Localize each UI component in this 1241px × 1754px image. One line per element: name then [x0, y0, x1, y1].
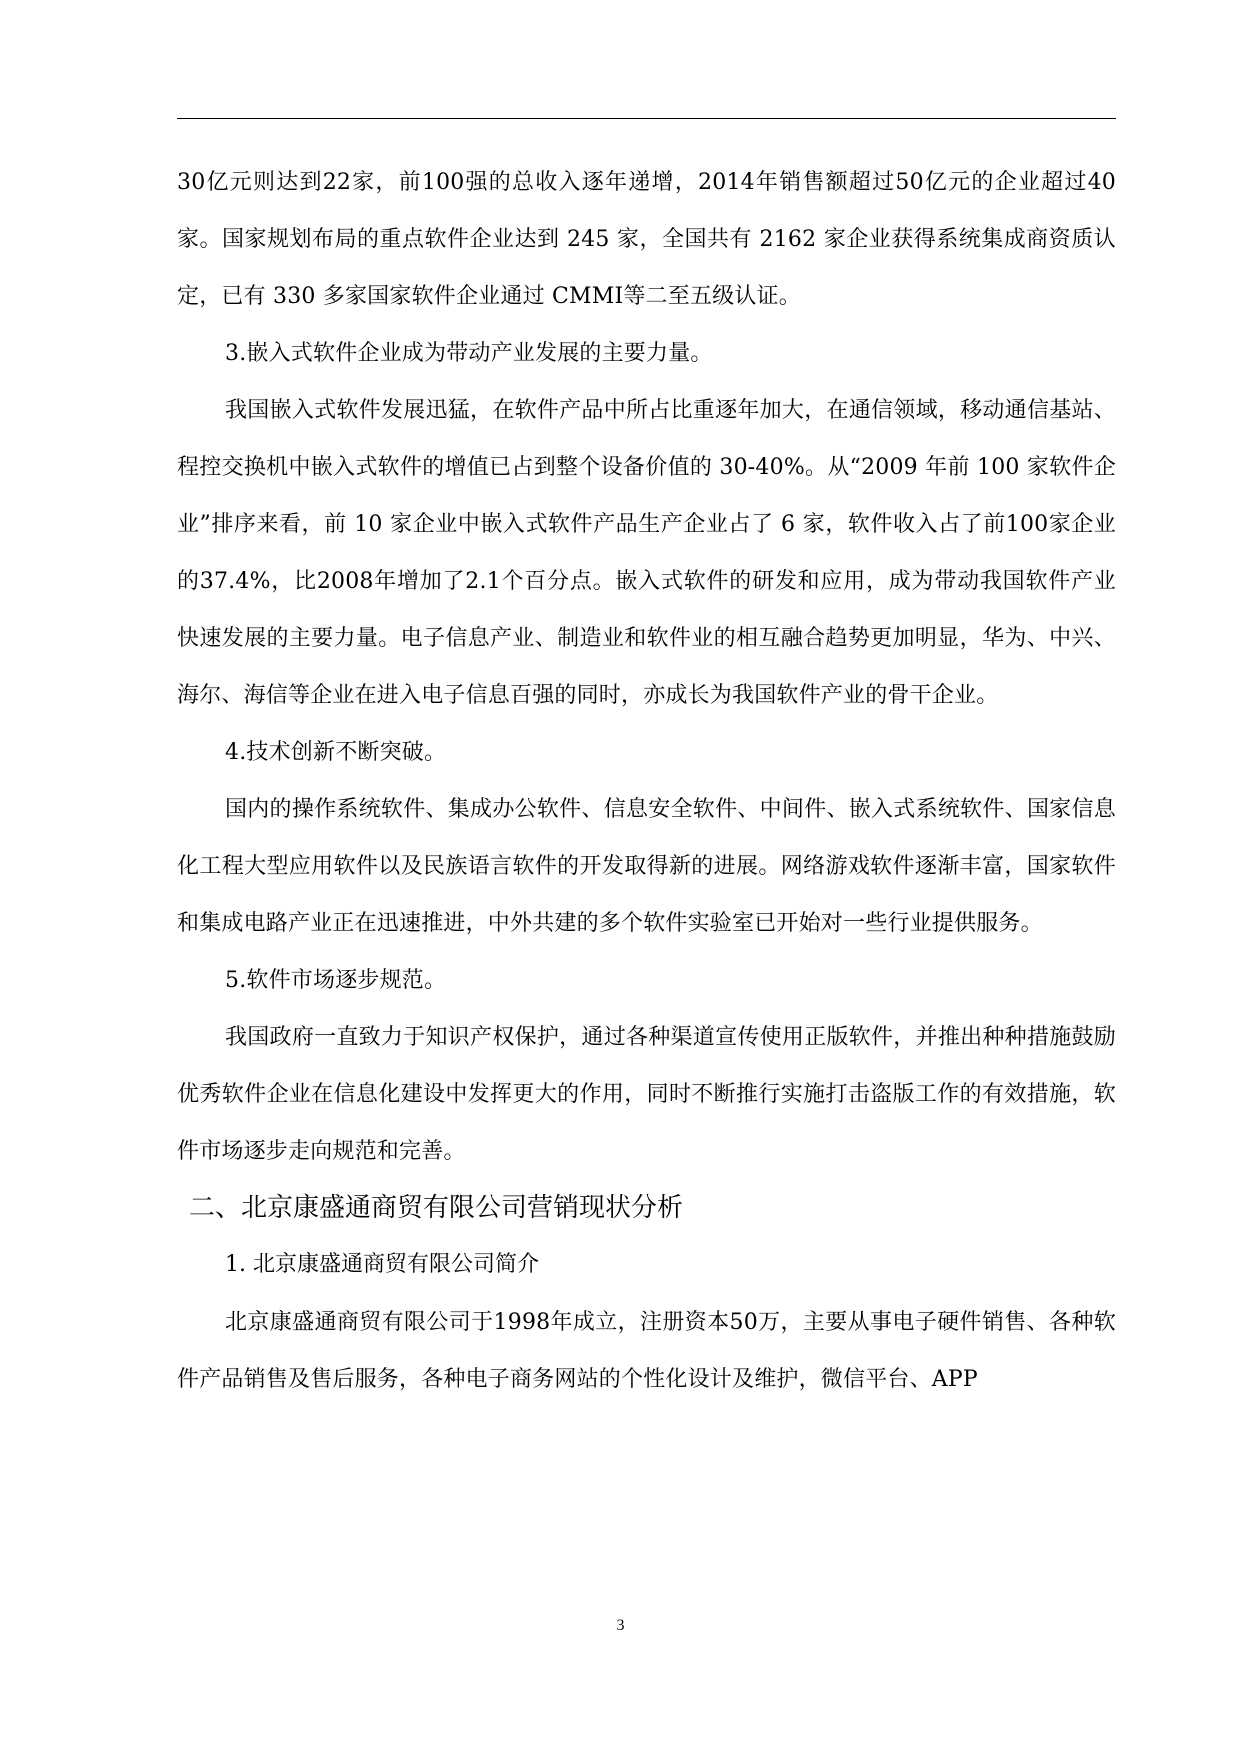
item-3-body: 我国嵌入式软件发展迅猛，在软件产品中所占比重逐年加大，在通信领域，移动通信基站、程控交换机中嵌入式软件的增值已占到整个设备价值的 30-40%。从“2009 年前 100 家软件企业”排序来看，前 10 家企业中嵌入式软件产品生产企业占了 6 家，软件收入占了前100家企业的37.4%，比2008年增加了2.1个百分点。嵌入式软件的研发和应用，成为带动我国软件产业快速发展的主要力量。电子信息产业、制造业和软件业的相互融合趋势更加明显，华为、中兴、海尔、海信等企业在进入电子信息百强的同时，亦成长为我国软件产业的骨干企业。 — [177, 398, 1116, 708]
item-4-heading: 4.技术创新不断突破。 — [225, 740, 447, 765]
document-body — [177, 154, 1116, 1408]
subsection-1-heading: 1. 北京康盛通商贸有限公司简介 — [225, 1252, 539, 1277]
subsection-1-body: 北京康盛通商贸有限公司于1998年成立，注册资本50万，主要从事电子硬件销售、各种软件产品销售及售后服务，各种电子商务网站的个性化设计及维护，微信平台、APP — [177, 1310, 1116, 1392]
section-2-heading: 二、北京康盛通商贸有限公司营销现状分析 — [189, 1193, 684, 1223]
item-3-heading: 3.嵌入式软件企业成为带动产业发展的主要力量。 — [225, 341, 713, 366]
item-4-body: 国内的操作系统软件、集成办公软件、信息安全软件、中间件、嵌入式系统软件、国家信息化工程大型应用软件以及民族语言软件的开发取得新的进展。网络游戏软件逐渐丰富，国家软件和集成电路产业正在迅速推进，中外共建的多个软件实验室已开始对一些行业提供服务。 — [177, 797, 1116, 936]
header-rule — [177, 118, 1116, 119]
item-5-body: 我国政府一直致力于知识产权保护，通过各种渠道宣传使用正版软件，并推出种种措施鼓励优秀软件企业在信息化建设中发挥更大的作用，同时不断推行实施打击盗版工作的有效措施，软件市场逐步走向规范和完善。 — [177, 1025, 1116, 1164]
item-5-heading: 5.软件市场逐步规范。 — [225, 968, 447, 993]
page-number: 3 — [616, 1617, 625, 1634]
paragraph-continued: 30亿元则达到22家，前100强的总收入逐年递增，2014年销售额超过50亿元的企业超过40家。国家规划布局的重点软件企业达到 245 家，全国共有 2162 家企业获得系统集成商资质认定，已有 330 多家国家软件企业通过 CMMI等二至五级认证。 — [177, 170, 1116, 309]
